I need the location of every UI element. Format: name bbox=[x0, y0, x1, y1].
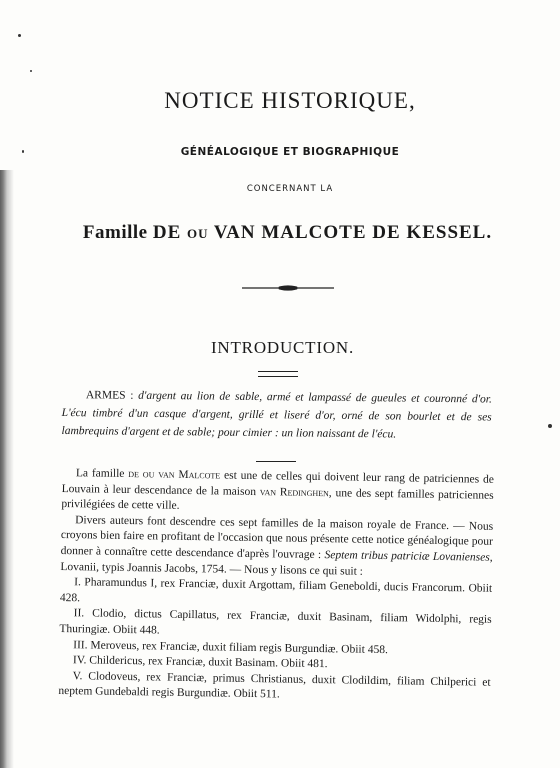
list-item: IV. Childericus, rex Franciæ, duxit Basinam. Obiit 481. bbox=[72, 654, 328, 671]
body-text bbox=[58, 466, 494, 707]
family-heading bbox=[0, 222, 560, 244]
list-item: V. Clodoveus, rex Franciæ, primus Christianus, duxit Clodildim, filiam Chilperici et neptem Gundebaldi regis Burgundiæ. Obiit 511. bbox=[58, 669, 491, 701]
page-subtitle: GÉNÉALOGIQUE ET BIOGRAPHIQUE bbox=[180, 146, 400, 158]
p1-redinghen: van Redinghen bbox=[259, 485, 329, 499]
p1-text-c: , une des sept familles patriciennes privilégiées de cette ville. bbox=[61, 486, 494, 513]
p2-text: Divers auteurs font descendre ces sept familles de la maison royale de France. — Nous croyons bien faire en profitant de l'occasion que nous présente cette notice généalogique pour donner à connaître cette descendance d'après l'ouvrage : bbox=[60, 513, 494, 562]
p2-tail: , Lovanii, typis Joannis Jacobs, 1754. — Nous y lisons ce qui suit : bbox=[60, 551, 493, 578]
paragraph-2 bbox=[60, 513, 493, 582]
list-item: I. Pharamundus I, rex Franciæ, duxit Argottam, filiam Geneboldi, ducis Francorum. Obiit 428. bbox=[59, 576, 493, 605]
p1-text-b: est une de celles qui doivent leur rang de patriciennes de Louvain à leur descendance de la maison bbox=[61, 469, 494, 498]
page-title: NOTICE HISTORIQUE, bbox=[164, 88, 416, 113]
concernant-line: CONCERNANT LA bbox=[246, 184, 334, 194]
family-name: DE ou VAN MALCOTE DE KESSEL. bbox=[152, 222, 493, 243]
heading-rule bbox=[258, 371, 298, 377]
scan-speck bbox=[548, 424, 552, 428]
p1-text-a: La famille bbox=[75, 467, 125, 480]
p1-family-name: de ou van Malcote bbox=[128, 468, 221, 482]
section-rule bbox=[256, 461, 296, 462]
armes-text: d'argent au lion de sable, armé et lampassé de gueules et couronné d'or. L'écu timbré d'un casque d'argent, grillé et liseré d'or, orné de son bourlet et de ses lambrequins d'argent et de sable; pour cimier : un lion naissant de l'écu. bbox=[61, 389, 492, 441]
scan-speck bbox=[18, 34, 21, 37]
paragraph-1 bbox=[61, 466, 494, 520]
section-heading: INTRODUCTION. bbox=[210, 338, 355, 357]
family-prefix: Famille bbox=[82, 222, 148, 243]
p2-work-title: Septem tribus patriciæ Lovanienses bbox=[324, 549, 490, 564]
scan-edge-shadow bbox=[0, 170, 14, 768]
ornament-divider bbox=[242, 282, 334, 294]
list-item: III. Meroveus, rex Franciæ, duxit filiam regis Burgundiæ. Obiit 458. bbox=[73, 638, 388, 656]
armes-lead: ARMES : bbox=[85, 389, 134, 402]
list-item: II. Clodio, dictus Capillatus, rex Franciæ, duxit Basinam, filiam Widolphi, regis Thuringiæ. Obiit 448. bbox=[59, 607, 492, 637]
armes-paragraph bbox=[61, 386, 492, 444]
scan-speck bbox=[30, 70, 32, 72]
